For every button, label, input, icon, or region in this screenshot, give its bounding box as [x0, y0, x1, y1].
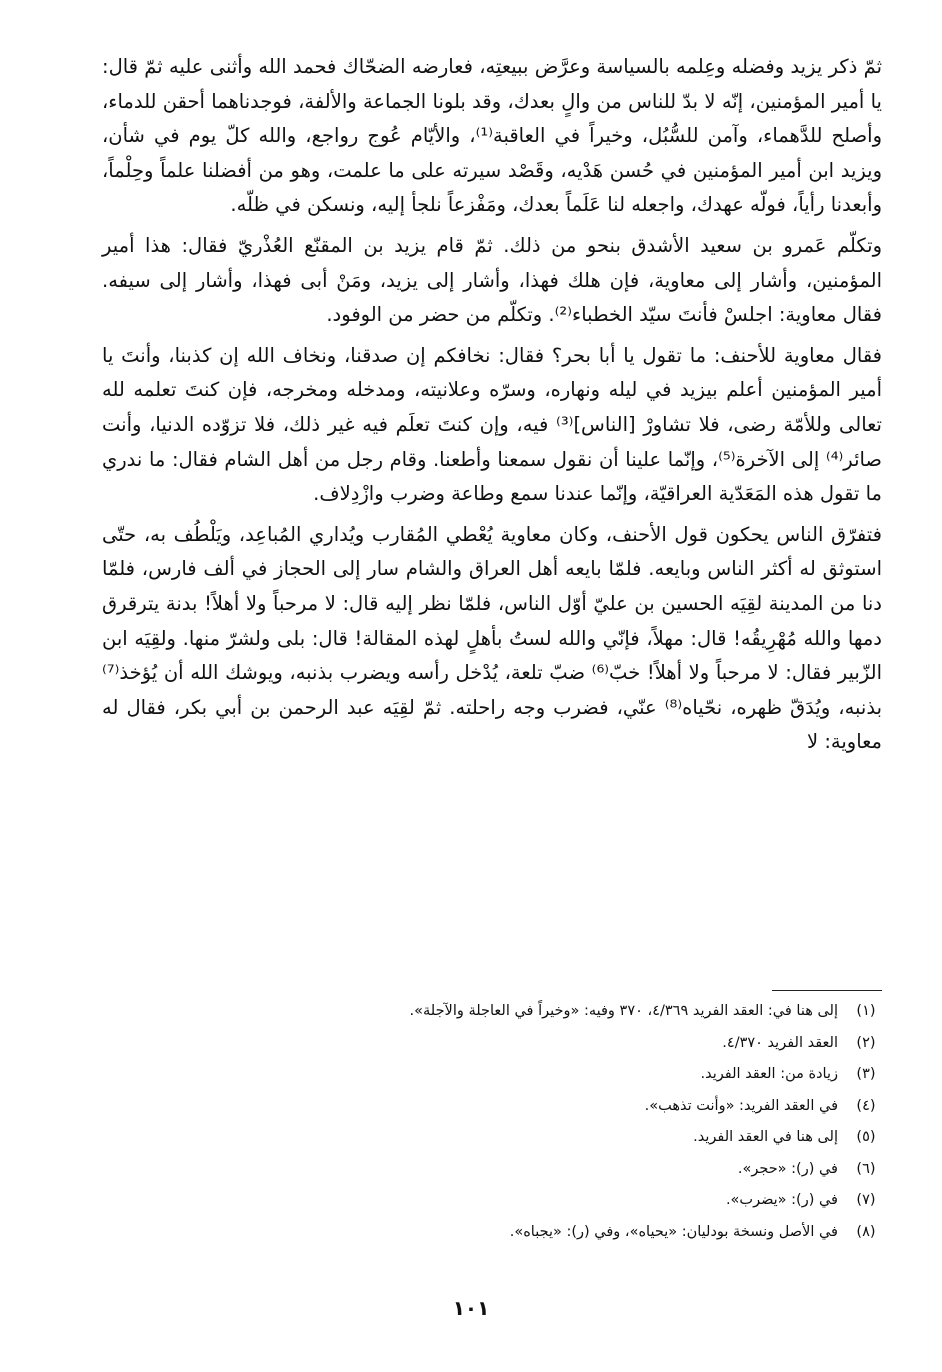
- paragraph-3: فقال معاوية للأحنف: ما تقول يا أبا بحر؟ فقال: نخافكم إن صدقنا، ونخاف الله إن كذبنا، وأنتَ يا أمير المؤمنين أعلم بيزيد في ليله ونهاره، وسرّه وعلانيته، ومدخله ومخرجه، فإن كنتَ تعلمه لله تعالى وللأمّة رضى، فلا تشاورْ [الناس]⁽³⁾ فيه، وإن كنتَ تعلَم فيه غير ذلك، فلا تزوّده الدنيا، وأنت صائر⁽⁴⁾ إلى الآخرة⁽⁵⁾، وإنّما علينا أن نقول سمعنا وأطعنا. وقام رجل من أهل الشام فقال: ما ندري ما تقول هذه المَعَدّية العراقيّة، وإنّما عندنا سمع وطاعة وضرب وازْدِلاف.: [102, 343, 882, 506]
- paragraph-2: وتكلّم عَمرو بن سعيد الأشدق بنحو من ذلك. ثمّ قام يزيد بن المقنّع العُذْريّ فقال: هذا أمير المؤمنين، وأشار إلى معاوية، فإن هلك فهذا، وأشار إلى يزيد، ومَنْ أبى فهذا، وأشار إلى سيفه. فقال معاوية: اجلسْ فأنتَ سيّد الخطباء⁽²⁾. وتكلّم من حضر من الوفود.: [102, 233, 882, 327]
- footnote-7: [102, 1185, 894, 1217]
- footnote-number: (٦): [856, 1160, 876, 1177]
- footnote-text: في (ر): «حجر».: [737, 1160, 838, 1177]
- footnote-text: زيادة من: العقد الفريد.: [700, 1066, 838, 1082]
- footnote-number: (٥): [856, 1129, 876, 1145]
- footnote-6: [102, 1154, 894, 1186]
- footnote-text: إلى هنا في: العقد الفريد ٤/٣٦٩، ٣٧٠ وفيه: «وخيراً في العاجلة والآجلة».: [409, 1003, 838, 1019]
- paragraph-4: فتفرّق الناس يحكون قول الأحنف، وكان معاوية يُعْطي المُقارب ويُداري المُباعِد، ويَلْطُف به، حتّى استوثق له أكثر الناس وبايعه. فلمّا بايعه أهل العراق والشام سار إلى الحجاز في ألف فارس، فلمّا دنا من المدينة لقِيَه الحسين بن عليّ أوّل الناس، فلمّا نظر إليه قال: لا مرحباً ولا أهلاً! بدنة يترقرق دمها والله مُهْرِيقُه! قال: مهلاً، فإنّي والله لستُ بأهلٍ لهذه المقالة! قال: بلى ولشرّ منها. ولقِيَه ابن الزّبير فقال: لا مرحباً ولا أهلاً! خبّ⁽⁶⁾ ضبّ تلعة، يُدْخل رأسه ويضرب بذنبه، ويوشك الله أن يُؤخذ⁽⁷⁾ بذنبه، ويُدَقّ ظهره، نحّياه⁽⁸⁾ عنّي، فضرب وجه راحلته. ثمّ لقِيَه عبد الرحمن بن أبي بكر، فقال له معاوية: لا: [102, 522, 882, 754]
- footnote-number: (٨): [856, 1223, 876, 1240]
- footnote-8: [102, 1217, 894, 1249]
- footnote-text: في العقد الفريد: «وأنت تذهب».: [644, 1097, 838, 1114]
- footnote-4: [102, 1091, 894, 1123]
- footnotes-list: [102, 996, 894, 1248]
- footnote-number: (٣): [856, 1066, 876, 1082]
- footnote-3: [102, 1059, 894, 1091]
- footnote-1: [102, 996, 894, 1028]
- footnote-number: (٧): [856, 1192, 876, 1208]
- main-text: [102, 50, 882, 760]
- footnote-number: (٤): [856, 1097, 876, 1114]
- footnote-separator: [772, 990, 882, 991]
- footnote-text: في (ر): «يضرب».: [725, 1192, 838, 1208]
- footnote-number: (٢): [856, 1034, 876, 1051]
- footnote-text: العقد الفريد ٤/٣٧٠.: [722, 1034, 838, 1051]
- footnote-text: إلى هنا في العقد الفريد.: [693, 1129, 838, 1145]
- paragraph-1: ثمّ ذكر يزيد وفضله وعِلمه بالسياسة وعرَّض ببيعتِه، فعارضه الضحّاك فحمد الله وأثنى عليه ثمّ قال: يا أمير المؤمنين، إنّه لا بدّ للناس من والٍ بعدك، وقد بلونا الجماعة والألفة، فوجدناهما أحقن للدماء، وأصلح للدَّهماء، وآمن للسُّبُل، وخيراً في العاقبة⁽¹⁾، والأيّام عُوج رواجع، والله كلّ يوم في شأن، ويزيد ابن أمير المؤمنين في حُسن هَدْيه، وقَصْد سيرته على ما علمت، وهو من أفضلنا علماً وحِلْماً، وأبعدنا رأياً، فولّه عهدك، واجعله لنا عَلَماً بعدك، ومَفْزعاً نلجأ إليه، ونسكن في ظلّه.: [102, 55, 882, 217]
- footnote-5: [102, 1122, 894, 1154]
- footnote-2: [102, 1028, 894, 1060]
- footnote-text: في الأصل ونسخة بودليان: «يحياه»، وفي (ر): «يجباه».: [509, 1223, 838, 1240]
- footnote-number: (١): [856, 1003, 876, 1019]
- page-number: ١٠١: [452, 1296, 490, 1320]
